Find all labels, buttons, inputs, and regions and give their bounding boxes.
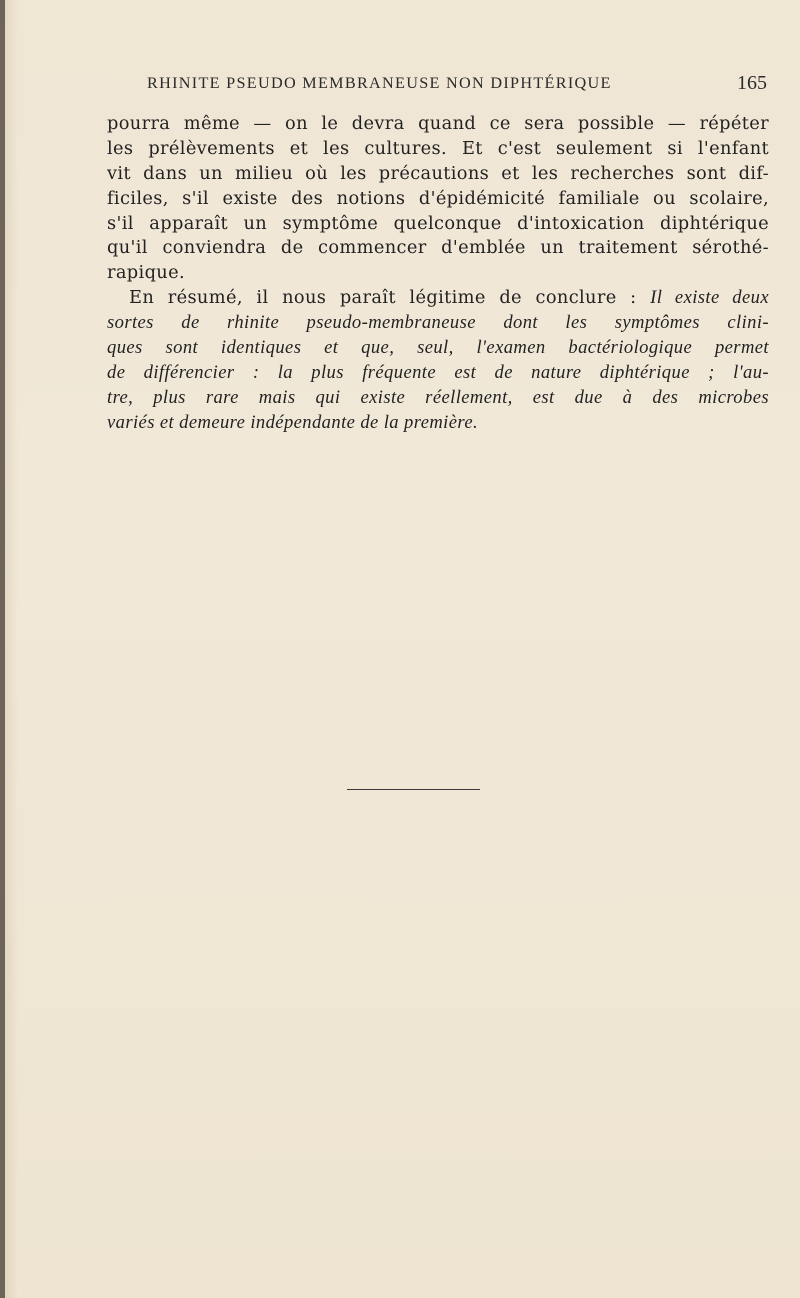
paragraph-1-line-3: vit dans un milieu où les précautions et les recherches sont dif- — [107, 162, 769, 184]
paragraph-1-line-6: qu'il conviendra de commencer d'emblée un traitement sérothé- — [107, 237, 769, 259]
paragraph-1-line-1: pourra même — on le devra quand ce sera possible — répéter — [107, 113, 769, 134]
book-spine-shadow — [0, 0, 5, 1298]
paragraph-2-line-2: sortes de rhinite pseudo-membraneuse dont les symptômes clini- — [107, 312, 769, 334]
running-head — [107, 72, 769, 96]
running-title: RHINITE PSEUDO MEMBRANEUSE NON DIPHTÉRIQUE — [147, 74, 612, 92]
body-text — [107, 112, 769, 436]
paragraph-2-line-1 — [107, 286, 769, 311]
paragraph-2-line-6: variés et demeure indépendante de la première. — [107, 411, 479, 433]
paragraph-1-line-2: les prélèvements et les cultures. Et c'est seulement si l'enfant — [107, 137, 769, 159]
paragraph-2-line-4: de différencier : la plus fréquente est de nature diphtérique ; l'au- — [107, 361, 769, 383]
paragraph-2-intro: En résumé, il nous paraît légitime de conclure : — [129, 287, 651, 309]
paragraph-2-line-5: tre, plus rare mais qui existe réellement, est due à des microbes — [107, 386, 769, 408]
end-rule — [347, 789, 480, 790]
page-number: 165 — [737, 72, 767, 94]
paragraph-1-line-7: rapique. — [107, 262, 185, 284]
paragraph-1-line-5: s'il apparaît un symptôme quelconque d'intoxication diphtérique — [107, 212, 769, 234]
paragraph-2-line-3: ques sont identiques et que, seul, l'examen bactériologique permet — [107, 337, 769, 359]
paragraph-1-line-4: ficiles, s'il existe des notions d'épidémicité familiale ou scolaire, — [107, 187, 769, 209]
paragraph-2-italic-start: Il existe deux — [650, 287, 769, 309]
